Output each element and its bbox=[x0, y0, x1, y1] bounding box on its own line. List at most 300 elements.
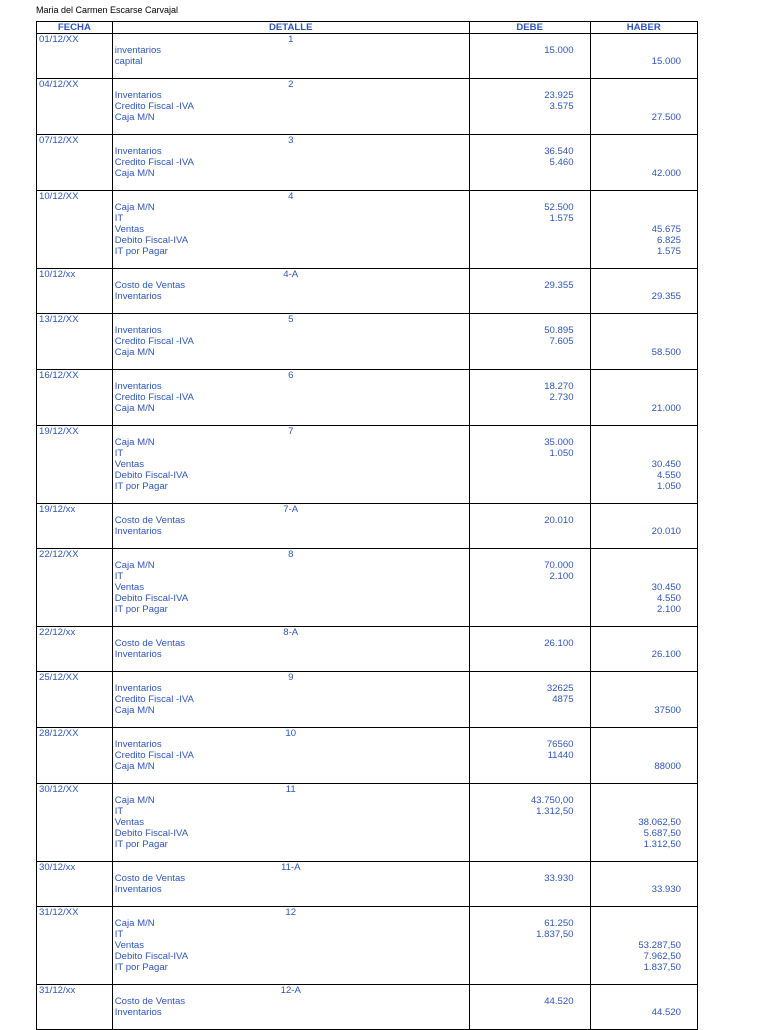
debe-amount: 52.500 bbox=[469, 202, 590, 213]
table-row bbox=[37, 839, 698, 850]
entry-date: 22/12/xx bbox=[37, 627, 113, 639]
haber-amount bbox=[590, 929, 697, 940]
haber-amount bbox=[590, 157, 697, 168]
haber-amount bbox=[590, 45, 697, 56]
entry-spacer-row bbox=[37, 123, 698, 135]
entry-number: 8 bbox=[112, 549, 469, 561]
haber-cell bbox=[590, 414, 697, 426]
entry-number: 6 bbox=[112, 370, 469, 382]
account-name: Inventarios bbox=[112, 146, 469, 157]
date-cell bbox=[37, 940, 113, 951]
haber-amount: 20.010 bbox=[590, 526, 697, 537]
entry-spacer-row bbox=[37, 895, 698, 907]
debe-cell bbox=[469, 973, 590, 985]
detail-cell bbox=[112, 772, 469, 784]
entry-date: 31/12/XX bbox=[37, 907, 113, 919]
haber-amount: 45.675 bbox=[590, 224, 697, 235]
account-name: Debito Fiscal-IVA bbox=[112, 235, 469, 246]
entry-date: 31/12/xx bbox=[37, 985, 113, 997]
haber-amount: 4.550 bbox=[590, 593, 697, 604]
account-name: Caja M/N bbox=[112, 403, 469, 414]
haber-amount bbox=[590, 683, 697, 694]
debe-cell bbox=[469, 135, 590, 147]
date-cell bbox=[37, 280, 113, 291]
account-name: Credito Fiscal -IVA bbox=[112, 157, 469, 168]
haber-cell bbox=[590, 504, 697, 516]
entry-number: 1 bbox=[112, 34, 469, 46]
account-name: IT bbox=[112, 806, 469, 817]
header-haber: HABER bbox=[590, 22, 697, 34]
debe-amount: 32625 bbox=[469, 683, 590, 694]
date-cell bbox=[37, 806, 113, 817]
entry-spacer-row bbox=[37, 716, 698, 728]
haber-amount bbox=[590, 213, 697, 224]
debe-amount bbox=[469, 593, 590, 604]
table-row bbox=[37, 146, 698, 157]
entry-spacer-row bbox=[37, 772, 698, 784]
table-row bbox=[37, 101, 698, 112]
table-row bbox=[37, 739, 698, 750]
debe-cell bbox=[469, 123, 590, 135]
date-cell bbox=[37, 761, 113, 772]
account-name: Caja M/N bbox=[112, 918, 469, 929]
entry-number: 7-A bbox=[112, 504, 469, 516]
haber-amount: 6.825 bbox=[590, 235, 697, 246]
haber-cell bbox=[590, 895, 697, 907]
table-row bbox=[37, 705, 698, 716]
debe-amount bbox=[469, 291, 590, 302]
debe-amount: 4875 bbox=[469, 694, 590, 705]
account-name: Inventarios bbox=[112, 90, 469, 101]
date-cell bbox=[37, 884, 113, 895]
date-cell bbox=[37, 437, 113, 448]
table-row bbox=[37, 582, 698, 593]
table-row bbox=[37, 694, 698, 705]
entry-date: 25/12/XX bbox=[37, 672, 113, 684]
debe-amount bbox=[469, 347, 590, 358]
table-row bbox=[37, 448, 698, 459]
haber-amount bbox=[590, 381, 697, 392]
date-cell bbox=[37, 157, 113, 168]
date-cell bbox=[37, 414, 113, 426]
entry-header-row bbox=[37, 672, 698, 684]
haber-amount bbox=[590, 448, 697, 459]
date-cell bbox=[37, 146, 113, 157]
entry-spacer-row bbox=[37, 179, 698, 191]
account-name: Inventarios bbox=[112, 325, 469, 336]
detail-cell bbox=[112, 67, 469, 79]
entry-spacer-row bbox=[37, 257, 698, 269]
entry-date: 04/12/XX bbox=[37, 79, 113, 91]
haber-amount: 7.962,50 bbox=[590, 951, 697, 962]
table-row bbox=[37, 828, 698, 839]
haber-amount: 30.450 bbox=[590, 582, 697, 593]
debe-amount: 43.750,00 bbox=[469, 795, 590, 806]
date-cell bbox=[37, 571, 113, 582]
debe-cell bbox=[469, 67, 590, 79]
table-row bbox=[37, 1007, 698, 1018]
date-cell bbox=[37, 839, 113, 850]
date-cell bbox=[37, 470, 113, 481]
debe-amount bbox=[469, 224, 590, 235]
debe-amount bbox=[469, 459, 590, 470]
account-name: Inventarios bbox=[112, 649, 469, 660]
account-name: Credito Fiscal -IVA bbox=[112, 336, 469, 347]
haber-cell bbox=[590, 79, 697, 91]
entry-number: 2 bbox=[112, 79, 469, 91]
haber-amount bbox=[590, 996, 697, 1007]
haber-cell bbox=[590, 772, 697, 784]
account-name: Inventarios bbox=[112, 683, 469, 694]
account-name: IT por Pagar bbox=[112, 246, 469, 257]
debe-amount: 2.100 bbox=[469, 571, 590, 582]
header-row bbox=[37, 22, 698, 34]
haber-amount bbox=[590, 146, 697, 157]
debe-amount: 15.000 bbox=[469, 45, 590, 56]
table-row bbox=[37, 884, 698, 895]
table-row bbox=[37, 45, 698, 56]
date-cell bbox=[37, 235, 113, 246]
date-cell bbox=[37, 828, 113, 839]
table-row bbox=[37, 112, 698, 123]
account-name: Caja M/N bbox=[112, 705, 469, 716]
table-row bbox=[37, 459, 698, 470]
table-row bbox=[37, 560, 698, 571]
debe-amount bbox=[469, 604, 590, 615]
table-row bbox=[37, 638, 698, 649]
date-cell bbox=[37, 179, 113, 191]
table-row bbox=[37, 381, 698, 392]
entry-date: 10/12/XX bbox=[37, 191, 113, 203]
detail-cell bbox=[112, 716, 469, 728]
entry-spacer-row bbox=[37, 850, 698, 862]
detail-cell bbox=[112, 358, 469, 370]
haber-amount: 38.062,50 bbox=[590, 817, 697, 828]
account-name: Debito Fiscal-IVA bbox=[112, 951, 469, 962]
entry-number: 11-A bbox=[112, 862, 469, 874]
table-row bbox=[37, 224, 698, 235]
haber-amount: 53.287,50 bbox=[590, 940, 697, 951]
entry-date: 07/12/XX bbox=[37, 135, 113, 147]
date-cell bbox=[37, 1007, 113, 1018]
entry-number: 10 bbox=[112, 728, 469, 740]
debe-cell bbox=[469, 34, 590, 46]
account-name: inventarios bbox=[112, 45, 469, 56]
journal-ledger-table bbox=[36, 21, 698, 1030]
debe-amount bbox=[469, 582, 590, 593]
account-name: IT por Pagar bbox=[112, 962, 469, 973]
detail-cell bbox=[112, 615, 469, 627]
date-cell bbox=[37, 750, 113, 761]
account-name: IT bbox=[112, 571, 469, 582]
haber-amount: 44.520 bbox=[590, 1007, 697, 1018]
table-row bbox=[37, 392, 698, 403]
entry-header-row bbox=[37, 862, 698, 874]
haber-cell bbox=[590, 985, 697, 997]
date-cell bbox=[37, 873, 113, 884]
account-name: Caja M/N bbox=[112, 560, 469, 571]
haber-cell bbox=[590, 179, 697, 191]
haber-cell bbox=[590, 850, 697, 862]
document-title: Maria del Carmen Escarse Carvajal bbox=[36, 5, 179, 15]
debe-amount: 36.540 bbox=[469, 146, 590, 157]
entry-number: 4-A bbox=[112, 269, 469, 281]
haber-amount: 1.050 bbox=[590, 481, 697, 492]
account-name: IT bbox=[112, 213, 469, 224]
table-row bbox=[37, 795, 698, 806]
table-row bbox=[37, 951, 698, 962]
date-cell bbox=[37, 918, 113, 929]
debe-amount: 3.575 bbox=[469, 101, 590, 112]
entry-header-row bbox=[37, 135, 698, 147]
account-name: IT bbox=[112, 929, 469, 940]
debe-cell bbox=[469, 257, 590, 269]
date-cell bbox=[37, 795, 113, 806]
account-name: IT por Pagar bbox=[112, 604, 469, 615]
haber-cell bbox=[590, 34, 697, 46]
entry-spacer-row bbox=[37, 660, 698, 672]
table-row bbox=[37, 761, 698, 772]
date-cell bbox=[37, 515, 113, 526]
haber-cell bbox=[590, 257, 697, 269]
debe-cell bbox=[469, 191, 590, 203]
debe-amount bbox=[469, 56, 590, 67]
account-name: Debito Fiscal-IVA bbox=[112, 470, 469, 481]
haber-amount: 30.450 bbox=[590, 459, 697, 470]
haber-cell bbox=[590, 660, 697, 672]
haber-cell bbox=[590, 358, 697, 370]
detail-cell bbox=[112, 123, 469, 135]
debe-amount: 1.837,50 bbox=[469, 929, 590, 940]
entry-date: 10/12/xx bbox=[37, 269, 113, 281]
table-row bbox=[37, 437, 698, 448]
account-name: Costo de Ventas bbox=[112, 996, 469, 1007]
haber-amount bbox=[590, 392, 697, 403]
date-cell bbox=[37, 772, 113, 784]
haber-cell bbox=[590, 314, 697, 326]
debe-amount: 20.010 bbox=[469, 515, 590, 526]
debe-cell bbox=[469, 314, 590, 326]
account-name: Inventarios bbox=[112, 291, 469, 302]
haber-cell bbox=[590, 728, 697, 740]
debe-cell bbox=[469, 985, 590, 997]
haber-amount bbox=[590, 795, 697, 806]
debe-amount: 29.355 bbox=[469, 280, 590, 291]
debe-amount bbox=[469, 526, 590, 537]
date-cell bbox=[37, 638, 113, 649]
date-cell bbox=[37, 716, 113, 728]
detail-cell bbox=[112, 537, 469, 549]
ledger-body bbox=[37, 34, 698, 1030]
debe-cell bbox=[469, 660, 590, 672]
debe-amount: 5.460 bbox=[469, 157, 590, 168]
entry-date: 28/12/XX bbox=[37, 728, 113, 740]
table-row bbox=[37, 996, 698, 1007]
date-cell bbox=[37, 325, 113, 336]
haber-amount bbox=[590, 739, 697, 750]
date-cell bbox=[37, 705, 113, 716]
haber-cell bbox=[590, 302, 697, 314]
table-row bbox=[37, 336, 698, 347]
haber-amount bbox=[590, 750, 697, 761]
haber-amount: 1.312,50 bbox=[590, 839, 697, 850]
table-row bbox=[37, 806, 698, 817]
account-name: Costo de Ventas bbox=[112, 515, 469, 526]
table-row bbox=[37, 873, 698, 884]
account-name: IT por Pagar bbox=[112, 839, 469, 850]
haber-amount bbox=[590, 101, 697, 112]
debe-cell bbox=[469, 615, 590, 627]
date-cell bbox=[37, 213, 113, 224]
account-name: Caja M/N bbox=[112, 437, 469, 448]
entry-date: 19/12/xx bbox=[37, 504, 113, 516]
haber-amount bbox=[590, 336, 697, 347]
table-row bbox=[37, 649, 698, 660]
haber-amount: 1.575 bbox=[590, 246, 697, 257]
debe-cell bbox=[469, 179, 590, 191]
haber-cell bbox=[590, 627, 697, 639]
account-name: Costo de Ventas bbox=[112, 873, 469, 884]
account-name: Inventarios bbox=[112, 526, 469, 537]
table-row bbox=[37, 235, 698, 246]
entry-spacer-row bbox=[37, 414, 698, 426]
table-row bbox=[37, 56, 698, 67]
date-cell bbox=[37, 448, 113, 459]
debe-amount bbox=[469, 649, 590, 660]
date-cell bbox=[37, 202, 113, 213]
haber-cell bbox=[590, 492, 697, 504]
table-row bbox=[37, 90, 698, 101]
account-name: Costo de Ventas bbox=[112, 280, 469, 291]
debe-amount bbox=[469, 828, 590, 839]
account-name: Ventas bbox=[112, 940, 469, 951]
debe-amount: 50.895 bbox=[469, 325, 590, 336]
date-cell bbox=[37, 67, 113, 79]
date-cell bbox=[37, 615, 113, 627]
date-cell bbox=[37, 90, 113, 101]
debe-cell bbox=[469, 672, 590, 684]
haber-amount: 2.100 bbox=[590, 604, 697, 615]
account-name: Caja M/N bbox=[112, 347, 469, 358]
haber-cell bbox=[590, 370, 697, 382]
table-row bbox=[37, 817, 698, 828]
table-row bbox=[37, 481, 698, 492]
table-row bbox=[37, 157, 698, 168]
date-cell bbox=[37, 112, 113, 123]
debe-cell bbox=[469, 549, 590, 561]
detail-cell bbox=[112, 660, 469, 672]
date-cell bbox=[37, 403, 113, 414]
date-cell bbox=[37, 45, 113, 56]
entry-date: 30/12/XX bbox=[37, 784, 113, 796]
date-cell bbox=[37, 962, 113, 973]
table-row bbox=[37, 750, 698, 761]
debe-cell bbox=[469, 895, 590, 907]
debe-cell bbox=[469, 772, 590, 784]
haber-cell bbox=[590, 716, 697, 728]
haber-amount bbox=[590, 638, 697, 649]
date-cell bbox=[37, 582, 113, 593]
detail-cell bbox=[112, 973, 469, 985]
haber-amount: 33.930 bbox=[590, 884, 697, 895]
date-cell bbox=[37, 459, 113, 470]
detail-cell bbox=[112, 257, 469, 269]
debe-cell bbox=[469, 492, 590, 504]
entry-date: 19/12/XX bbox=[37, 426, 113, 438]
haber-amount: 15.000 bbox=[590, 56, 697, 67]
entry-header-row bbox=[37, 784, 698, 796]
date-cell bbox=[37, 302, 113, 314]
haber-cell bbox=[590, 549, 697, 561]
haber-amount bbox=[590, 873, 697, 884]
haber-amount: 29.355 bbox=[590, 291, 697, 302]
entry-spacer-row bbox=[37, 492, 698, 504]
date-cell bbox=[37, 850, 113, 862]
date-cell bbox=[37, 526, 113, 537]
debe-amount bbox=[469, 940, 590, 951]
table-row bbox=[37, 403, 698, 414]
entry-date: 22/12/XX bbox=[37, 549, 113, 561]
date-cell bbox=[37, 481, 113, 492]
entry-number: 7 bbox=[112, 426, 469, 438]
entry-header-row bbox=[37, 549, 698, 561]
haber-amount bbox=[590, 280, 697, 291]
debe-amount: 18.270 bbox=[469, 381, 590, 392]
account-name: Credito Fiscal -IVA bbox=[112, 101, 469, 112]
debe-cell bbox=[469, 728, 590, 740]
date-cell bbox=[37, 224, 113, 235]
date-cell bbox=[37, 101, 113, 112]
debe-amount bbox=[469, 962, 590, 973]
table-row bbox=[37, 940, 698, 951]
entry-date: 30/12/xx bbox=[37, 862, 113, 874]
entry-header-row bbox=[37, 191, 698, 203]
debe-cell bbox=[469, 627, 590, 639]
date-cell bbox=[37, 604, 113, 615]
table-row bbox=[37, 526, 698, 537]
account-name: Ventas bbox=[112, 224, 469, 235]
debe-amount: 61.250 bbox=[469, 918, 590, 929]
account-name: Caja M/N bbox=[112, 795, 469, 806]
date-cell bbox=[37, 168, 113, 179]
header-debe: DEBE bbox=[469, 22, 590, 34]
debe-amount: 2.730 bbox=[469, 392, 590, 403]
debe-amount: 23.925 bbox=[469, 90, 590, 101]
table-row bbox=[37, 593, 698, 604]
entry-header-row bbox=[37, 34, 698, 46]
date-cell bbox=[37, 492, 113, 504]
entry-header-row bbox=[37, 627, 698, 639]
haber-amount: 58.500 bbox=[590, 347, 697, 358]
haber-amount: 5.687,50 bbox=[590, 828, 697, 839]
entry-spacer-row bbox=[37, 973, 698, 985]
account-name: Caja M/N bbox=[112, 168, 469, 179]
table-row bbox=[37, 683, 698, 694]
haber-amount: 27.500 bbox=[590, 112, 697, 123]
date-cell bbox=[37, 895, 113, 907]
date-cell bbox=[37, 358, 113, 370]
account-name: Inventarios bbox=[112, 739, 469, 750]
haber-cell bbox=[590, 784, 697, 796]
account-name: Credito Fiscal -IVA bbox=[112, 694, 469, 705]
date-cell bbox=[37, 56, 113, 67]
debe-amount: 33.930 bbox=[469, 873, 590, 884]
account-name: Credito Fiscal -IVA bbox=[112, 750, 469, 761]
date-cell bbox=[37, 951, 113, 962]
haber-amount bbox=[590, 694, 697, 705]
debe-amount bbox=[469, 403, 590, 414]
date-cell bbox=[37, 593, 113, 604]
